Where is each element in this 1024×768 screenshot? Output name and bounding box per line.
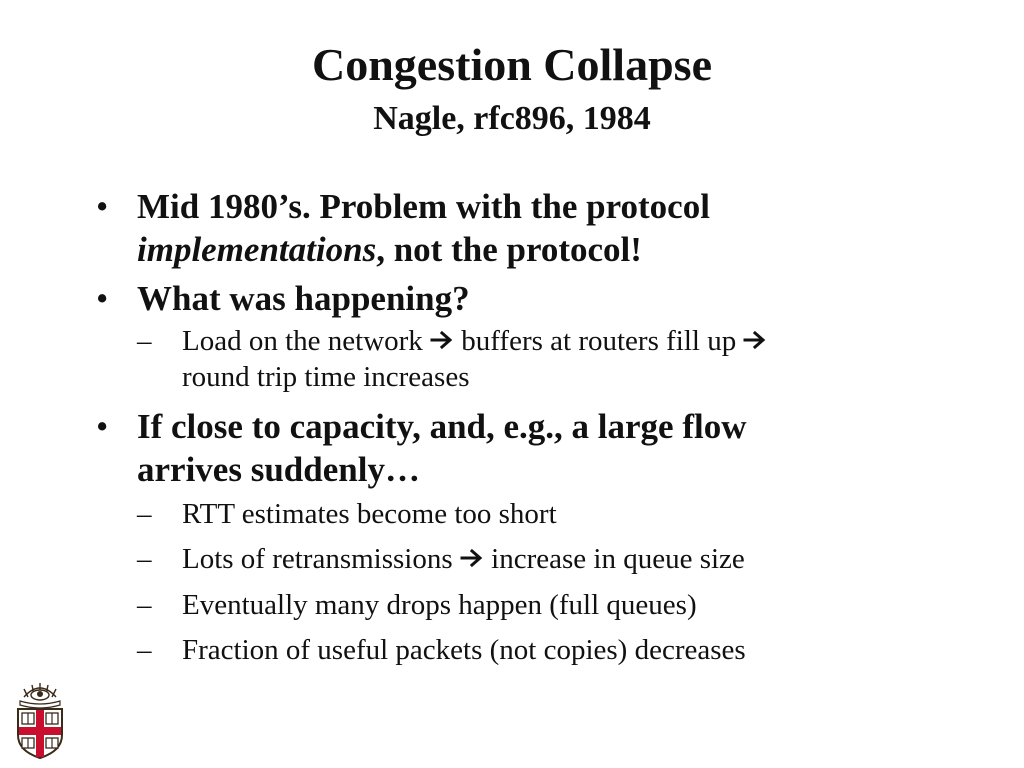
bullet-text: What was happening? — [137, 279, 470, 318]
sub-bullet-marker: – — [137, 498, 152, 530]
bullet-text: Mid 1980’s. Problem with the protocol — [137, 187, 710, 226]
brown-university-seal-icon — [14, 681, 66, 759]
bullet-text: If close to capacity, and, e.g., a large flow — [137, 407, 747, 446]
sub-bullet-text: Fraction of useful packets (not copies) decreases — [182, 634, 746, 666]
right-arrow-icon — [743, 325, 767, 360]
sub-bullet-text: Eventually many drops happen (full queues) — [182, 589, 697, 621]
slide-title: Congestion Collapse — [312, 39, 712, 90]
sub-bullet-marker: – — [137, 589, 152, 621]
sub-bullet-item — [137, 324, 956, 395]
bullet-item — [96, 277, 956, 320]
bullet-marker: • — [96, 279, 109, 318]
right-arrow-icon — [430, 325, 454, 360]
bullet-text: , not the protocol! — [376, 230, 642, 269]
sub-bullet-item — [137, 633, 956, 668]
slide-subtitle: Nagle, rfc896, 1984 — [373, 100, 651, 137]
sub-bullet-item — [137, 497, 956, 532]
bullet-text-emphasis: implementations — [137, 230, 377, 269]
bullet-marker: • — [96, 187, 109, 226]
bullet-item — [96, 185, 956, 271]
right-arrow-icon — [460, 543, 484, 578]
sub-bullet-text: round trip time increases — [182, 361, 470, 393]
sub-bullet-text: increase in queue size — [483, 543, 745, 575]
bullet-text: arrives suddenly… — [137, 450, 420, 489]
sub-bullet-text: Lots of retransmissions — [182, 543, 460, 575]
sub-bullet-text: RTT estimates become too short — [182, 498, 557, 530]
bullet-item — [96, 405, 956, 491]
sub-bullet-item — [137, 542, 956, 578]
sub-bullet-item — [137, 588, 956, 623]
slide-body — [96, 185, 956, 678]
sub-bullet-marker: – — [137, 543, 152, 575]
bullet-marker: • — [96, 407, 109, 446]
sub-bullet-marker: – — [137, 325, 152, 357]
sub-bullet-marker: – — [137, 634, 152, 666]
sub-bullet-text: Load on the network — [182, 325, 431, 357]
sub-bullet-text: buffers at routers fill up — [454, 325, 744, 357]
